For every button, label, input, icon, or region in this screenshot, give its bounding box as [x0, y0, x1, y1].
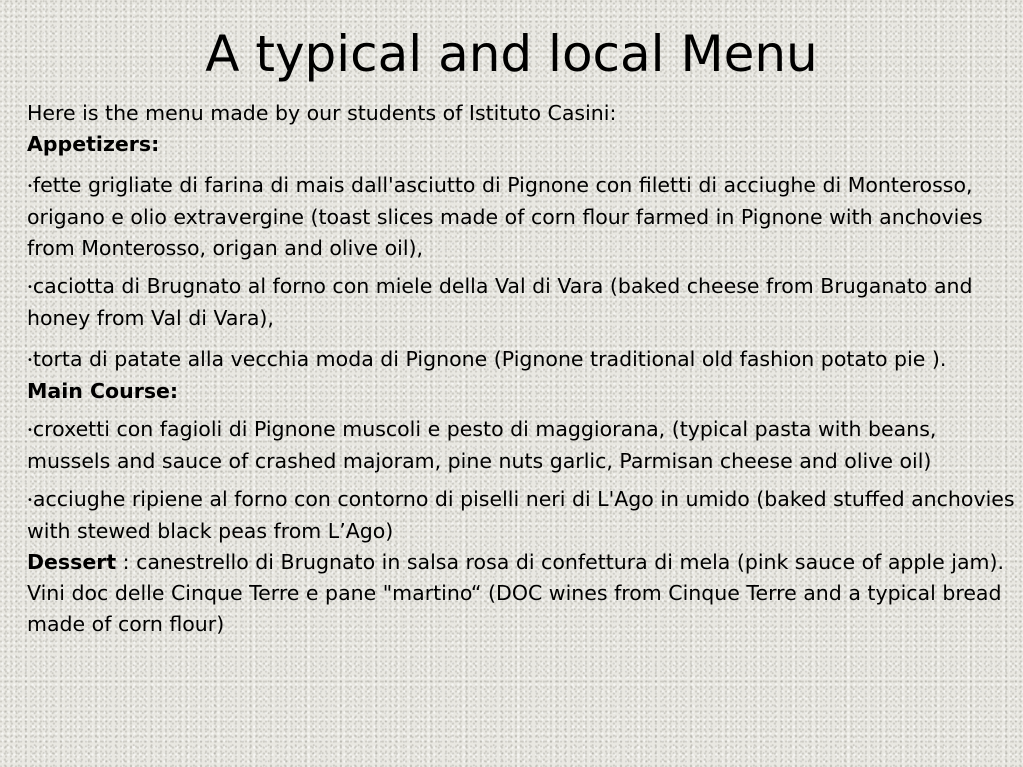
list-item-text: croxetti con fagioli di Pignone muscoli e pesto di maggiorana, (typical pasta with beans, mussels and sauce of crashed majoram, pine nuts garlic, Parmisan cheese and olive oil): [27, 417, 937, 473]
appetizers-heading: Appetizers:: [27, 132, 160, 156]
bullet-icon: •: [27, 181, 33, 192]
bullet-icon: •: [27, 425, 33, 436]
list-item-appetizer: [27, 344, 1019, 376]
bullet-icon: •: [27, 355, 33, 366]
list-item-appetizer: [27, 271, 1019, 334]
main-course-heading: Main Course:: [27, 379, 179, 403]
slide-title: A typical and local Menu: [205, 25, 818, 83]
list-item-text: acciughe ripiene al forno con contorno di piselli neri di L'Ago in umido (baked stuffed anchovies with stewed black peas from L’Ago): [27, 487, 1015, 543]
list-item-main-course: [27, 484, 1019, 547]
list-item-appetizer: [27, 170, 1019, 264]
dessert-text: : canestrello di Brugnato in salsa rosa di confettura di mela (pink sauce of apple jam).: [116, 550, 1004, 574]
list-item-text: torta di patate alla vecchia moda di Pignone (Pignone traditional old fashion potato pie ).: [32, 347, 947, 371]
list-item-text: fette grigliate di farina di mais dall'asciutto di Pignone con filetti di acciughe di Monterosso, origano e olio extravergine (toast slices made of corn flour farmed in Pignone with anchovies from Monterosso, origan and olive oil),: [27, 173, 983, 260]
dessert-line: [27, 547, 1019, 578]
bullet-icon: •: [27, 495, 33, 506]
slide-body: [27, 98, 1019, 640]
list-item-text: caciotta di Brugnato al forno con miele della Val di Vara (baked cheese from Bruganato and honey from Val di Vara),: [27, 274, 973, 330]
list-item-main-course: [27, 414, 1019, 477]
dessert-label: Dessert: [27, 550, 117, 574]
wines-line: Vini doc delle Cinque Terre e pane "martino“ (DOC wines from Cinque Terre and a typical bread made of corn flour): [27, 581, 1002, 636]
intro-text: Here is the menu made by our students of Istituto Casini:: [27, 101, 617, 125]
bullet-icon: •: [27, 282, 33, 293]
